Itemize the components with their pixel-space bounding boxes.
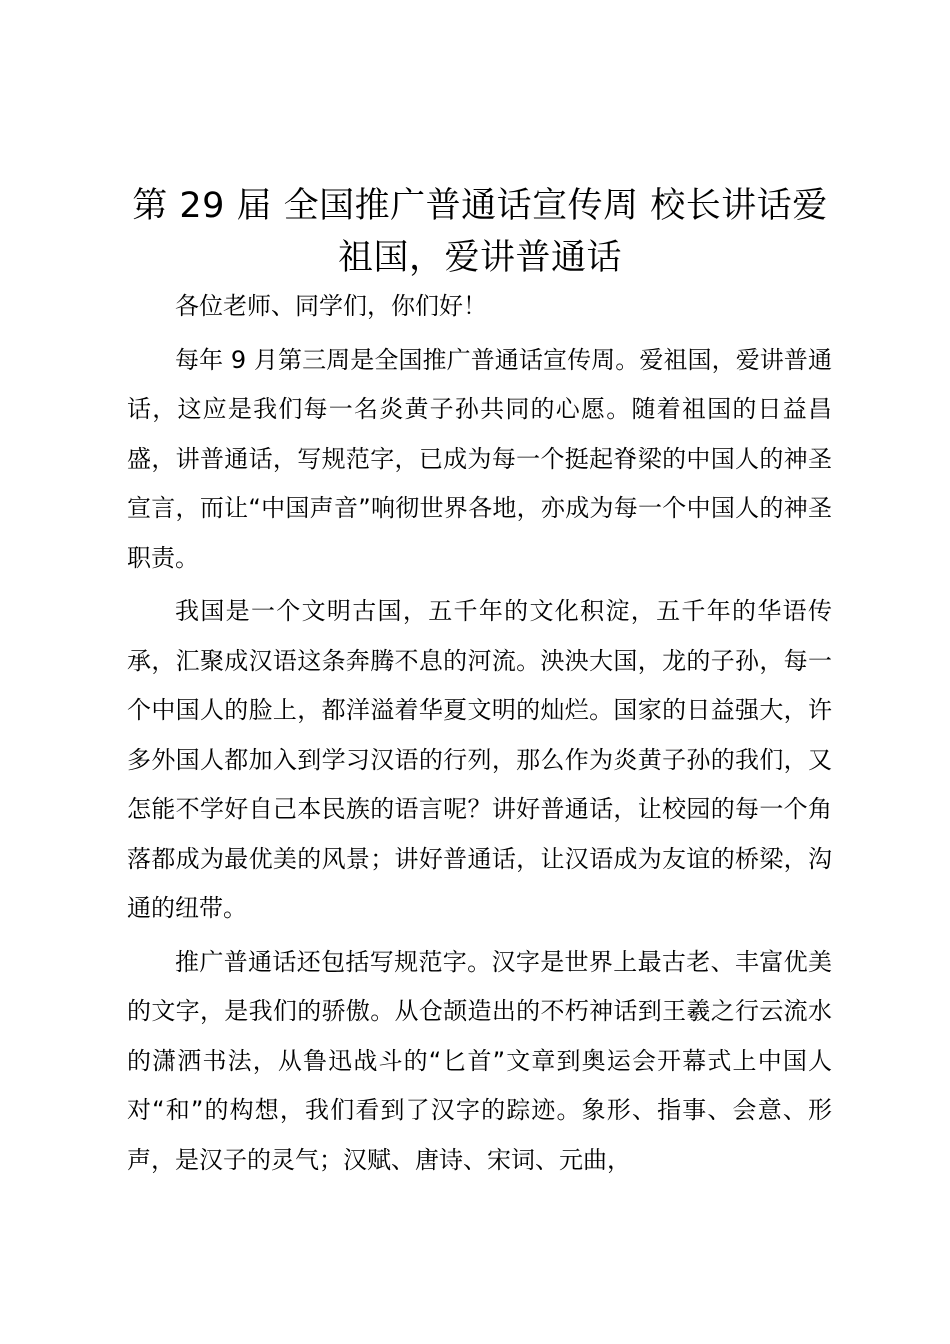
paragraph-2: 我国是一个文明古国，五千年的文化积淀，五千年的华语传承，汇聚成汉语这条奔腾不息的河流。泱泱大国，龙的子孙，每一个中国人的脸上，都洋溢着华夏文明的灿烂。国家的日益强大，许多外国人都加入到学习汉语的行列，那么作为炎黄子孙的我们，又怎能不学好自己本民族的语言呢？讲好普通话，让校园的每一个角落都成为最优美的风景；讲好普通话，让汉语成为友谊的桥梁，沟通的纽带。 [127,597,832,922]
greeting-line: 各位老师、同学们，你们好！ [175,292,487,320]
document-title: 第 29 届 全国推广普通话宣传周 校长讲话爱祖国，爱讲普通话 [132,186,828,278]
paragraph-1: 每年 9 月第三周是全国推广普通话宣传周。爱祖国，爱讲普通话，这应是我们每一名炎黄子孙共同的心愿。随着祖国的日益昌盛，讲普通话，写规范字，已成为每一个挺起脊梁的中国人的神圣宣言，而让“中国声音”响彻世界各地，亦成为每一个中国人的神圣职责。 [127,345,832,572]
document-body [127,282,832,1189]
paragraph-3: 推广普通话还包括写规范字。汉字是世界上最古老、丰富优美的文字，是我们的骄傲。从仓颉造出的不朽神话到王羲之行云流水的潇洒书法，从鲁迅战斗的“匕首”文章到奥运会开幕式上中国人对“和”的构想，我们看到了汉字的踪迹。象形、指事、会意、形声，是汉子的灵气；汉赋、唐诗、宋词、元曲， [127,947,832,1174]
